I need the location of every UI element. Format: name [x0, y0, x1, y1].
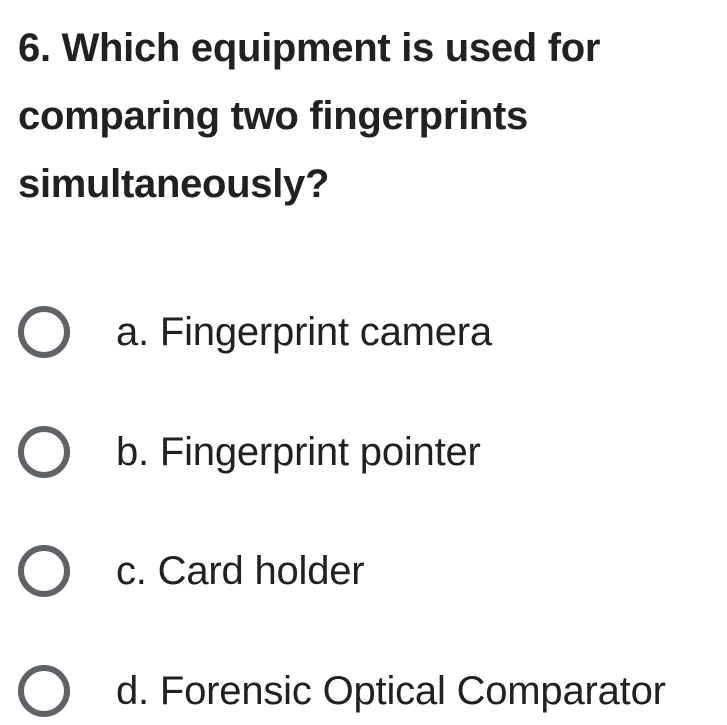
option-b[interactable] — [18, 420, 481, 484]
radio-button-b[interactable] — [18, 426, 70, 478]
radio-button-a[interactable] — [18, 306, 70, 358]
radio-button-d[interactable] — [18, 665, 70, 717]
question-text: 6. Which equipment is used for comparing two fingerprints simultaneously? — [18, 26, 601, 206]
option-c[interactable] — [18, 539, 364, 603]
option-d[interactable] — [18, 659, 666, 723]
option-a[interactable] — [18, 300, 492, 364]
radio-button-c[interactable] — [18, 545, 70, 597]
option-d-label: d. Forensic Optical Comparator — [116, 668, 666, 713]
option-a-label: a. Fingerprint camera — [116, 309, 492, 354]
option-c-label: c. Card holder — [116, 548, 365, 593]
option-b-label: b. Fingerprint pointer — [116, 429, 481, 474]
